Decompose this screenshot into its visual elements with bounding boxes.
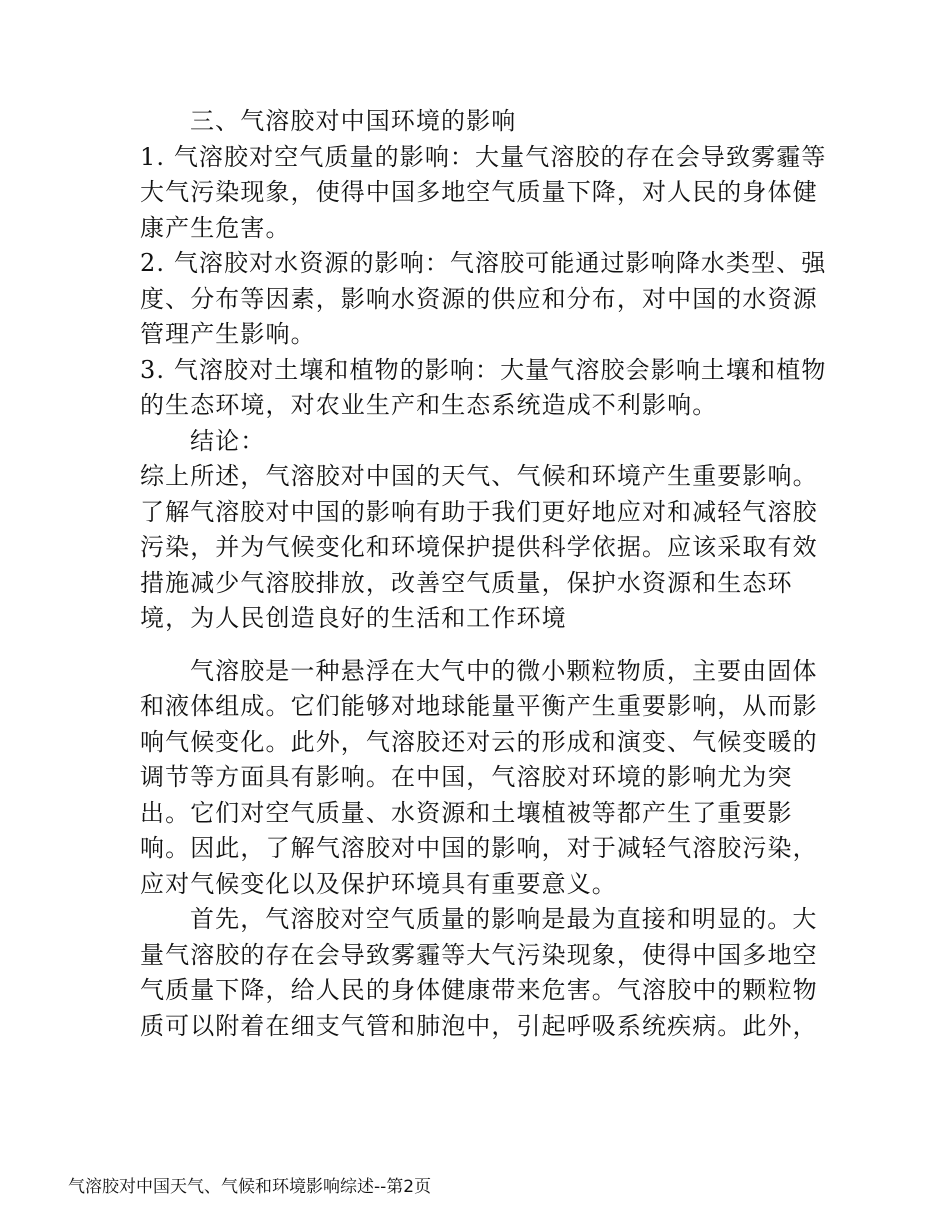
list-item: 3. 气溶胶对土壤和植物的影响：大量气溶胶会影响土壤和植物的生态环境，对农业生产和生态系统造成不利影响。 <box>140 355 827 419</box>
section-heading: 三、气溶胶对中国环境的影响 <box>190 107 517 135</box>
conclusion-heading: 结论： <box>190 426 266 455</box>
list-item: 1. 气溶胶对空气质量的影响：大量气溶胶的存在会导致雾霾等大气污染现象，使得中国多地空气质量下降，对人民的身体健康产生危害。 <box>140 142 827 242</box>
intro-paragraph: 气溶胶是一种悬浮在大气中的微小颗粒物质，主要由固体和液体组成。它们能够对地球能量平衡产生重要影响，从而影响气候变化。此外，气溶胶还对云的形成和演变、气候变暖的调节等方面具有影响。在中国，气溶胶对环境的影响尤为突出。它们对空气质量、水资源和土壤植被等都产生了重要影响。因此，了解气溶胶对中国的影响，对于减轻气溶胶污染，应对气候变化以及保护环境具有重要意义。 <box>140 656 818 898</box>
first-point-paragraph: 首先，气溶胶对空气质量的影响是最为直接和明显的。大量气溶胶的存在会导致雾霾等大气污染现象，使得中国多地空气质量下降，给人民的身体健康带来危害。气溶胶中的颗粒物质可以附着在细支气管和肺泡中，引起呼吸系统疾病。此外， <box>140 905 818 1040</box>
conclusion-paragraph: 综上所述，气溶胶对中国的天气、气候和环境产生重要影响。了解气溶胶对中国的影响有助于我们更好地应对和减轻气溶胶污染，并为气候变化和环境保护提供科学依据。应该采取有效措施减少气溶胶排放，改善空气质量，保护水资源和生态环境，为人民创造良好的生活和工作环境 <box>140 462 818 632</box>
list-item: 2. 气溶胶对水资源的影响：气溶胶可能通过影响降水类型、强度、分布等因素，影响水资源的供应和分布，对中国的水资源管理产生影响。 <box>140 249 827 348</box>
document-body <box>140 104 835 1044</box>
page-footer: 气溶胶对中国天气、气候和环境影响综述--第2页 <box>68 1177 432 1197</box>
